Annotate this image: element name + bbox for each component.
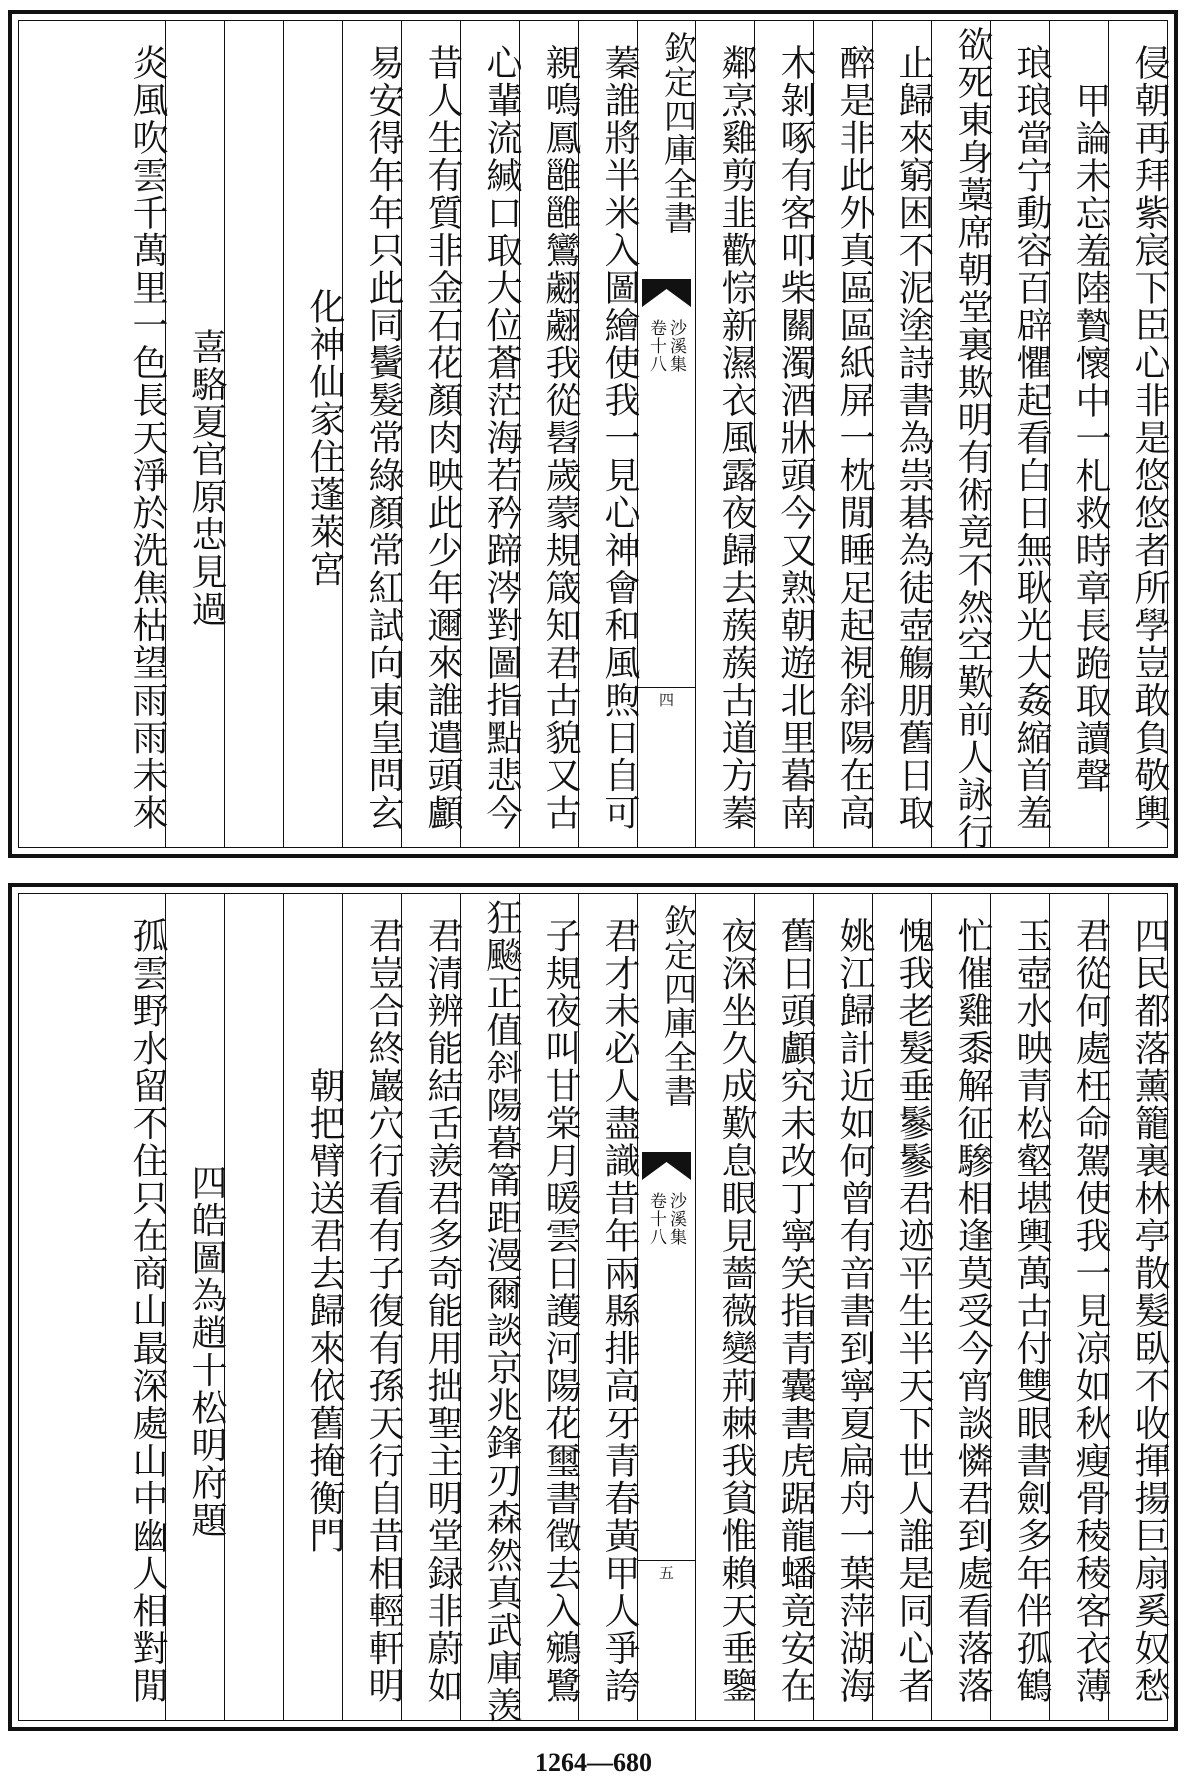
text-column (754, 21, 816, 847)
text-columns (19, 21, 1170, 851)
text-column (342, 21, 404, 847)
page-footer-number: 1264—680 (535, 1748, 652, 1777)
column-text: 親鳴鳳雝雝鸞翽翽我從髫歲蒙規箴知君古貌又古 (540, 44, 581, 832)
book-title: 沙溪集 (666, 319, 686, 373)
text-column (401, 894, 463, 1720)
column-text: 姚江歸計近如何曾有音書到寧夏扁舟一葉萍湖海 (834, 917, 875, 1705)
column-text: 侵朝再拜紫宸下臣心非是悠悠者所學豈敢負敬輿 (1129, 44, 1170, 832)
book-title: 沙溪集 (666, 1192, 686, 1246)
fishtail-mark-icon (642, 1152, 691, 1180)
text-column (519, 894, 581, 1720)
column-text: 君清辨能結舌羨君多奇能用拙聖主明堂録非蔚如 (422, 917, 463, 1705)
text-column (1049, 21, 1111, 847)
column-text: 四民都落薰籠裏林亭散髮臥不收揮揚巨扇奚奴愁 (1129, 917, 1170, 1705)
fishtail-mark-icon (642, 279, 691, 307)
column-text: 化神仙家住蓬萊宮 (304, 288, 345, 588)
text-column (283, 894, 345, 1720)
column-text: 炎風吹雲千萬里一色長天淨於洗焦枯望雨雨未來 (127, 44, 168, 832)
folio-number: 四 (638, 687, 695, 711)
text-column (872, 894, 934, 1720)
column-text: 欲死東身藁席朝堂裏欺明有術竟不然空歎前人詠行 (952, 25, 993, 851)
text-column (283, 21, 345, 847)
text-column (695, 21, 757, 847)
folio-number: 五 (638, 1560, 695, 1584)
text-column (990, 894, 1052, 1720)
text-column (754, 894, 816, 1720)
blank-column (224, 21, 283, 847)
column-text: 心輩流緘口取大位蒼茫海若矜蹄涔對圖指點悲今 (481, 44, 522, 832)
text-column (578, 894, 640, 1720)
text-column (460, 894, 522, 1724)
text-column (1049, 894, 1111, 1720)
column-text: 止歸來窮困不泥塗詩書為祟碁為徒壺觴朋舊日取 (893, 44, 934, 832)
poem-title: 喜駱夏官原忠見過 (186, 328, 227, 628)
text-column (1108, 21, 1170, 847)
text-columns (19, 894, 1170, 1724)
text-column (695, 894, 757, 1720)
column-text: 愧我老髮垂鬖鬖君迹平生半天下世人誰是同心者 (893, 917, 934, 1705)
text-column (813, 894, 875, 1720)
column-text: 狂飈正值斜陽暮筩距漫爾談京兆鋒刃森然真武庫羡 (481, 898, 522, 1724)
text-column (460, 21, 522, 847)
text-column (519, 21, 581, 847)
series-title: 欽定四庫全書 (659, 904, 698, 1108)
column-text: 孤雲野水留不住只在商山最深處山中幽人相對閒 (127, 917, 168, 1705)
column-text: 甲論未忘羞陸贄懷中一札救時章長跪取讀聲 (1070, 81, 1111, 795)
text-column (105, 894, 168, 1720)
text-column (401, 21, 463, 847)
text-column (578, 21, 640, 847)
page-bottom (8, 883, 1178, 1731)
series-title: 欽定四庫全書 (659, 31, 698, 235)
column-text: 君從何處枉命駕使我一見凉如秋瘦骨稜稜客衣薄 (1070, 917, 1111, 1705)
text-column (1108, 894, 1170, 1720)
column-text: 君才未必人盡識昔年兩縣排高牙青春黃甲人爭誇 (599, 917, 640, 1705)
column-text: 朝把臂送君去歸來依舊掩衡門 (304, 1067, 345, 1555)
column-text: 蓁誰將半米入圖繪使我一見心神會和風煦日自可 (599, 44, 640, 832)
column-text: 忙催雞黍解征驂相逢莫受今宵談憐君到處看落落 (952, 917, 993, 1705)
column-text: 易安得年年只此同鬢髮常綠顏常紅試向東皇問玄 (363, 44, 404, 832)
column-text: 醉是非此外真區區紙屏一枕閒睡足起視斜陽在高 (834, 44, 875, 832)
poem-title-column (165, 894, 227, 1720)
poem-title-column (165, 21, 227, 847)
column-text: 木剝啄有客叩柴關濁酒牀頭今又熟朝遊北里暮南 (775, 44, 816, 832)
page-top (8, 10, 1178, 858)
column-text: 昔人生有質非金石花顏肉映此少年邇來誰遣頭顱 (422, 44, 463, 832)
juan-number: 卷十八 (646, 319, 666, 373)
column-text: 君豈合終巖穴行看有子復有孫天行自昔相輕軒明 (363, 917, 404, 1705)
page-frame (18, 20, 1170, 851)
fold-center-column (637, 21, 698, 847)
text-column (342, 894, 404, 1720)
blank-column (224, 894, 283, 1720)
text-column (931, 894, 993, 1720)
column-text: 夜深坐久成歎息眼見薔薇變荊棘我貧惟賴天垂鑒 (716, 917, 757, 1705)
juan-number: 卷十八 (646, 1192, 666, 1246)
fold-center-column (637, 894, 698, 1720)
column-text: 琅琅當宁動容百辟懼起看白日無耿光大姦縮首羞 (1011, 44, 1052, 832)
column-text: 子規夜叫甘棠月暖雲日護河陽花璽書徵去入鵷鷺 (540, 917, 581, 1705)
column-text: 玉壺水映青松壑堪輿萬古付雙眼書劍多年伴孤鶴 (1011, 917, 1052, 1705)
page-frame (18, 893, 1170, 1724)
text-column (813, 21, 875, 847)
text-column (105, 21, 168, 847)
column-text: 鄰烹雞剪韭歡悰新濕衣風露夜歸去蔟蔟古道方蓁 (716, 44, 757, 832)
text-column (990, 21, 1052, 847)
column-text: 舊日頭顱究未改丁寧笑指青囊書虎踞龍蟠竟安在 (775, 917, 816, 1705)
poem-title: 四皓圖為趙十松明府題 (186, 1163, 227, 1539)
text-column (872, 21, 934, 847)
text-column (931, 21, 993, 851)
